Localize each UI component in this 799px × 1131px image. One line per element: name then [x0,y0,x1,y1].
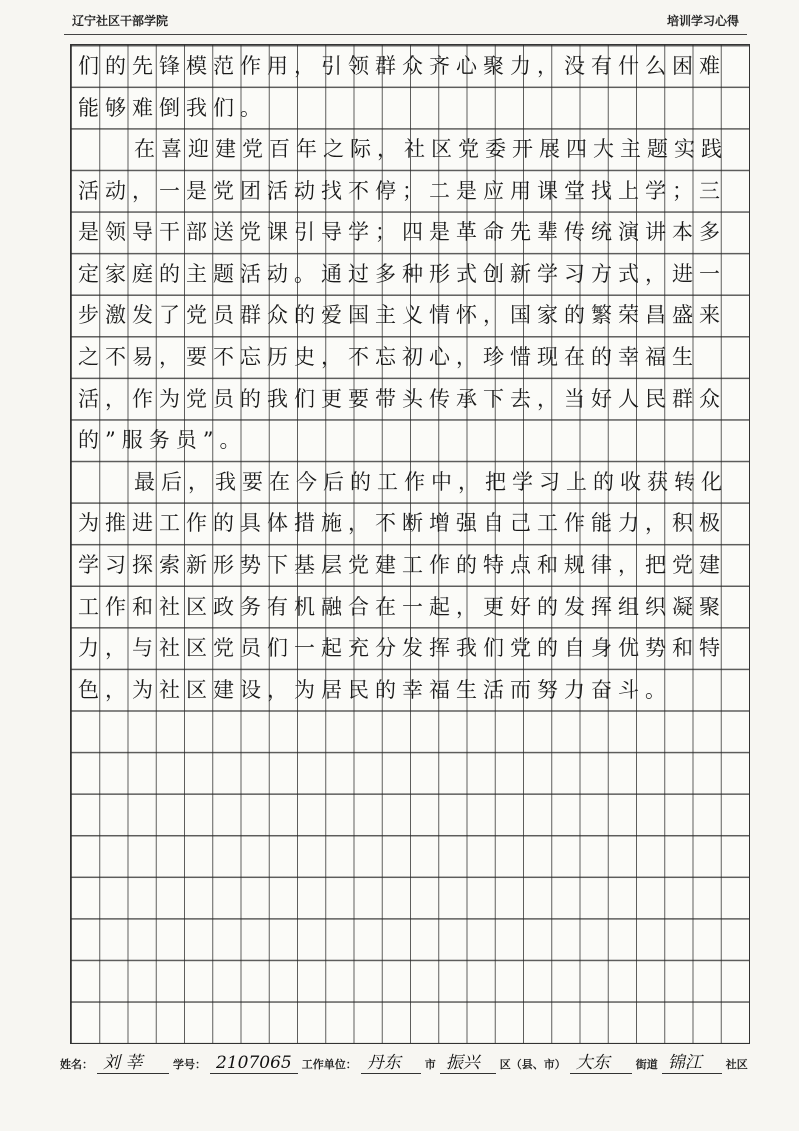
district-label: 区（县、市） [499,1058,566,1071]
paragraph-1: 们的先锋模范作用，引领群众齐心聚力，没有什么困难能够难倒我们。 [78,54,726,120]
city-label: 市 [424,1058,436,1071]
street-label: 街道 [635,1058,658,1071]
document-type: 培训学习心得 [666,14,739,28]
handwritten-essay [78,46,740,711]
paragraph-2: 在喜迎建党百年之际，社区党委开展四大主题实践活动，一是党团活动找不停；二是应用课堂找上学；三是领导干部送党课引导学；四是革命先辈传统演讲本多定家庭的主题活动。通过多种形式创新学习方式，进一步激发了党员群众的爱国主义情怀，国家的繁荣昌盛来之不易，要不忘历史，不忘初心，珍惜现在的幸福生活，作为党员的我们更要带头传承下去，当好人民群众的”服务员”。 [78,137,728,453]
city-value: 丹东 [361,1048,421,1074]
name-value: 刘 莘 [97,1048,169,1074]
unit-label: 工作单位： [301,1058,357,1071]
name-label: 姓名： [60,1058,93,1071]
id-label: 学号： [173,1058,206,1071]
id-value: 2107065 [210,1053,298,1074]
community-value: 锦江 [662,1048,722,1074]
institution-name: 辽宁社区干部学院 [72,14,169,28]
paragraph-3: 最后，我要在今后的工作中，把学习上的收获转化为推进工作的具体措施，不断增强自己工作能力，积极学习探索新形势下基层党建工作的特点和规律，把党建工作和社区政务有机融合在一起，更好的发挥组织凝聚力，与社区党员们一起充分发挥我们党的自身优势和特色，为社区建设，为居民的幸福生活而努力奋斗。 [78,469,728,702]
street-value: 大东 [570,1048,632,1074]
header-divider [64,34,747,35]
community-label: 社区 [725,1058,748,1071]
student-info-footer [60,1048,759,1074]
district-value: 振兴 [440,1048,496,1074]
